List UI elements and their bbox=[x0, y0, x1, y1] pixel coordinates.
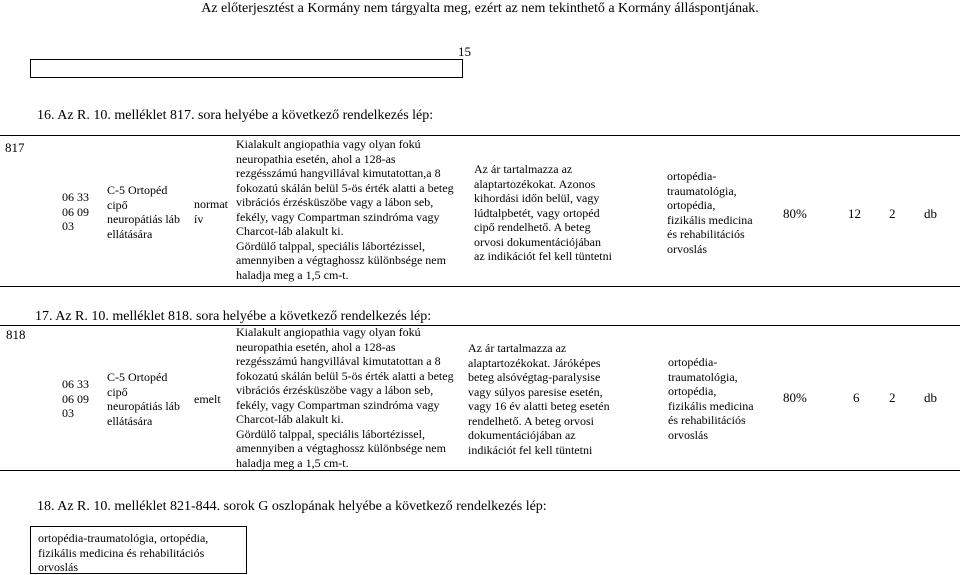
section17-heading: 17. Az R. 10. melléklet 818. sora helyébe a következő rendelkezés lép: bbox=[35, 309, 432, 324]
table817-bottom-border bbox=[0, 286, 960, 287]
section16-heading: 16. Az R. 10. melléklet 817. sora helyébe a következő rendelkezés lép: bbox=[37, 108, 434, 123]
empty-box bbox=[30, 59, 463, 78]
page-number: 15 bbox=[458, 44, 471, 59]
row818-name: C-5 Ortopéd cipő neuropátiás láb ellátására bbox=[107, 370, 180, 428]
row818-type: emelt bbox=[194, 392, 221, 406]
row817-type: normat ív bbox=[194, 197, 228, 226]
row817-codes: 06 33 06 09 03 bbox=[62, 190, 89, 233]
row818-unit: db bbox=[924, 390, 937, 405]
section18-box-text: ortopédia-traumatológia, ortopédia, fizikális medicina és rehabilitációs orvoslás bbox=[38, 531, 209, 574]
row818-remark: Az ár tartalmazza az alaptartozékokat. Járóképes beteg alsóvégtag-paralysise vagy súlyos paresise esetén, vagy 16 év alatti beteg esetén rendelhető. A beteg orvosi dokumentációjában az indikációt fel kell tüntetni bbox=[468, 341, 610, 457]
table818-bottom-border bbox=[0, 470, 960, 471]
row818-qty: 2 bbox=[889, 390, 896, 405]
row817-months: 12 bbox=[848, 206, 861, 221]
table818-top-border bbox=[0, 325, 960, 326]
row818-percent: 80% bbox=[783, 390, 807, 405]
row817-indication: Kialakult angiopathia vagy olyan fokú neuropathia esetén, ahol a 128-as rezgésszámú hangvillával kimutatottan,a 8 fokozatú skálán belül 5-ös érték alatti a beteg vibrációs érzésküszöbe vagy a lábon seb, fekély, vagy Compartman szindróma vagy Charcot-láb alakult ki. Gördülő talppal, speciális lábortézissel, amennyiben a végtaghossz különbsége nem haladja meg a 1,5 cm-t. bbox=[236, 137, 454, 282]
disclaimer-text: Az előterjesztést a Kormány nem tárgyalta meg, ezért az nem tekinthető a Kormány álláspontjának. bbox=[201, 1, 759, 16]
row817-name: C-5 Ortopéd cipő neuropátiás láb ellátására bbox=[107, 183, 180, 241]
row817-unit: db bbox=[924, 206, 937, 221]
row817-prescriber: ortopédia- traumatológia, ortopédia, fizikális medicina és rehabilitációs orvoslás bbox=[667, 169, 753, 256]
row817-remark: Az ár tartalmazza az alaptartozékokat. Azonos kihordási időn belül, vagy lúdtalpbetét, vagy ortopéd cipő rendelhető. A beteg orvosi dokumentációjában az indikációt fel kell tüntetni bbox=[474, 162, 612, 263]
row818-prescriber: ortopédia- traumatológia, ortopédia, fizikális medicina és rehabilitációs orvoslás bbox=[668, 355, 754, 442]
row817-number: 817 bbox=[5, 140, 25, 155]
row817-qty: 2 bbox=[889, 206, 896, 221]
row818-indication: Kialakult angiopathia vagy olyan fokú neuropathia esetén, ahol a 128-as rezgésszámú hangvillával kimutatottan a 8 fokozatú skálán belül 5-ös érték alatti a beteg vibrációs érzésküszöbe vagy a lábon seb, fekély, vagy Compartman szindróma vagy Charcot-láb alakult ki. Gördülő talppal, speciális lábortézissel, amennyiben a végtaghossz különbsége nem haladja meg a 1,5 cm-t. bbox=[236, 325, 454, 470]
row818-number: 818 bbox=[6, 327, 26, 342]
row818-months: 6 bbox=[853, 390, 860, 405]
row817-percent: 80% bbox=[783, 206, 807, 221]
table817-top-border bbox=[0, 135, 960, 136]
section18-heading: 18. Az R. 10. melléklet 821-844. sorok G oszlopának helyébe a következő rendelkezés lép: bbox=[37, 499, 547, 514]
row818-codes: 06 33 06 09 03 bbox=[62, 377, 89, 420]
